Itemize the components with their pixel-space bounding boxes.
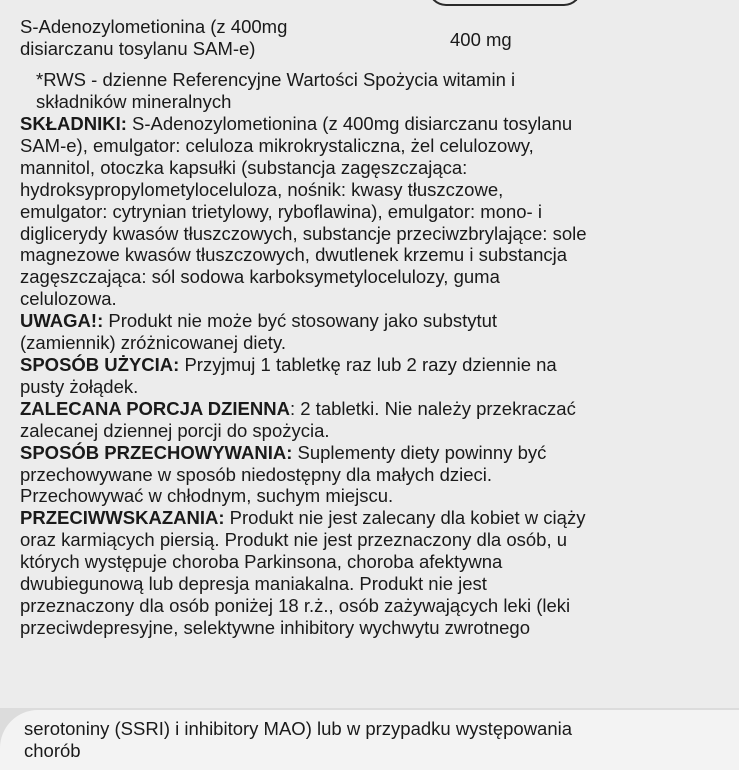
continuation-line2: chorób — [24, 740, 81, 761]
ingredients-line: magnezowe kwasów tłuszczowych, dwutlenek krzemu i substancja — [20, 244, 568, 266]
contraindications-line: przeciwdepresyjne, selektywne inhibitory wychwytu zwrotnego — [20, 616, 531, 638]
footnote-line2: składników mineralnych — [36, 91, 232, 112]
ingredients-heading: SKŁADNIKI: — [20, 113, 127, 134]
ingredients-line: hydroksypropylometyloceluloza, nośnik: kwasy tłuszczowe, — [20, 178, 504, 200]
contraindications-line: Produkt nie jest zalecany dla kobiet w ciąży — [224, 507, 586, 529]
ingredients-line: zagęszczająca: sól sodowa karboksymetylocelulozy, guma — [20, 266, 500, 288]
daily-dose-heading: ZALECANA PORCJA DZIENNA — [20, 397, 290, 419]
contraindications-section — [20, 507, 732, 638]
warnings-line: Produkt nie może być stosowany jako substytut — [103, 310, 498, 332]
label-text-block — [20, 113, 732, 639]
warnings-heading: UWAGA!: — [20, 310, 104, 332]
warnings-line: (zamiennik) zróżnicowanej diety. — [20, 332, 286, 354]
ingredients-line: celulozowa. — [20, 288, 117, 310]
ingredients-line: SAM-e), emulgator: celuloza mikrokrystaliczna, żel celulozowy, — [20, 134, 534, 156]
label-lower-panel — [0, 710, 739, 770]
ingredients-line: diglicerydy kwasów tłuszczowych, substancje przeciwzbrylające: sole — [20, 222, 587, 244]
nutrient-name-line1: S-Adenozylometionina (z 400mg — [20, 16, 288, 37]
usage-heading: SPOSÓB UŻYCIA: — [20, 353, 180, 375]
nutrient-name — [20, 16, 420, 60]
usage-line: pusty żołądek. — [20, 375, 139, 397]
usage-section — [20, 354, 732, 398]
storage-line: Suplementy diety powinny być — [292, 441, 547, 463]
ingredients-line: S-Adenozylometionina (z 400mg disiarczanu tosylanu — [126, 113, 573, 134]
contraindications-line: których występuje choroba Parkinsona, choroba afektywna — [20, 551, 503, 573]
daily-dose-section — [20, 398, 732, 442]
ingredients-line: emulgator: cytrynian trietylowy, ryboflawina), emulgator: mono- i — [20, 200, 542, 222]
ingredients-line: mannitol, otoczka kapsułki (substancja zagęszczająca: — [20, 156, 468, 178]
storage-line: Przechowywać w chłodnym, suchym miejscu. — [20, 485, 394, 507]
storage-heading: SPOSÓB PRZECHOWYWANIA: — [20, 441, 293, 463]
ingredients-section — [20, 113, 732, 310]
rws-footnote — [36, 69, 716, 113]
contraindications-line: przeznaczony dla osób poniżej 18 r.ż., osób zażywających leki (leki — [20, 594, 571, 616]
daily-dose-line: zalecanej dziennej porcji do spożycia. — [20, 419, 330, 441]
label-edge-arc — [428, 0, 582, 6]
storage-line: przechowywane w sposób niedostępny dla małych dzieci. — [20, 463, 493, 485]
footnote-line1: *RWS - dzienne Referencyjne Wartości Spożycia witamin i — [36, 69, 516, 90]
contraindications-heading: PRZECIWWSKAZANIA: — [20, 507, 225, 529]
storage-section — [20, 442, 732, 508]
nutrient-name-line2: disiarczanu tosylanu SAM-e) — [20, 38, 256, 59]
usage-line: Przyjmuj 1 tabletkę raz lub 2 razy dziennie na — [179, 353, 557, 375]
continuation-line1: serotoniny (SSRI) i inhibitory MAO) lub w przypadku występowania — [24, 718, 573, 739]
daily-dose-line: : 2 tabletki. Nie należy przekraczać — [289, 397, 576, 419]
nutrient-value: 400 mg — [450, 29, 512, 50]
continuation-text — [24, 718, 736, 762]
warnings-section — [20, 310, 732, 354]
contraindications-line: oraz karmiących piersią. Produkt nie jest przeznaczony dla osób, u — [20, 529, 568, 551]
contraindications-line: dwubiegunową lub depresja maniakalna. Produkt nie jest — [20, 573, 487, 595]
